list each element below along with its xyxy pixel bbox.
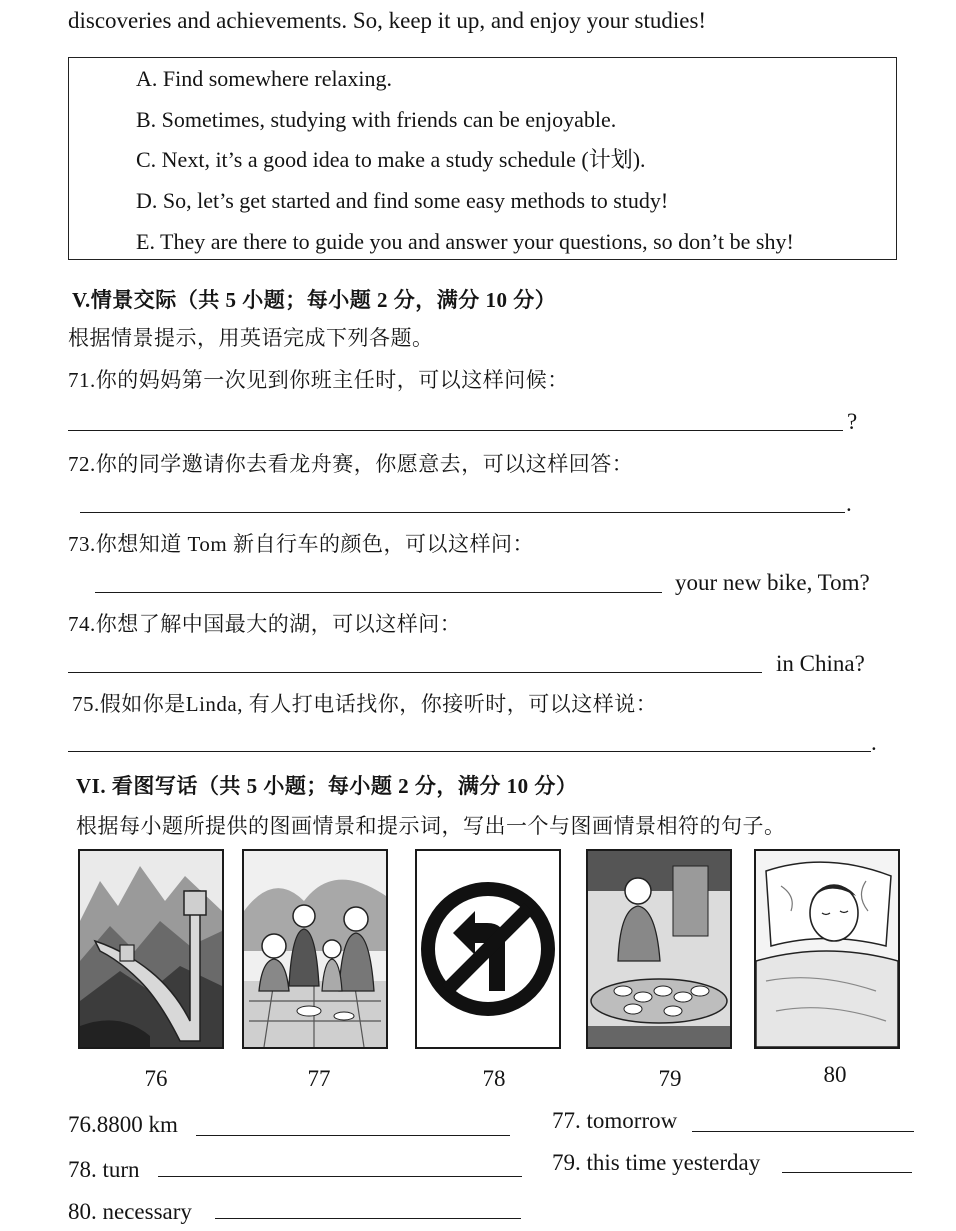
picture-great-wall: [78, 849, 224, 1049]
q71-end: ?: [847, 409, 858, 434]
section-5-instruction: 根据情景提示，用英语完成下列各题。: [68, 326, 434, 350]
section-6-instruction: 根据每小题所提供的图画情景和提示词，写出一个与图画情景相符的句子。: [76, 814, 786, 838]
q72-answer-line[interactable]: [80, 512, 845, 513]
option-e: E. They are there to guide you and answer your questions, so don’t be shy!: [136, 229, 794, 254]
q72-prompt: 72.你的同学邀请你去看龙舟赛，你愿意去，可以这样回答：: [68, 452, 634, 476]
passage-last-line: discoveries and achievements. So, keep it up, and enjoy your studies!: [68, 8, 707, 33]
q79-answer-line[interactable]: [782, 1172, 912, 1173]
q80-answer-line[interactable]: [215, 1218, 521, 1219]
q72-end: .: [846, 491, 852, 516]
q78-answer-line[interactable]: [158, 1176, 522, 1177]
q73-answer-line[interactable]: [95, 592, 662, 593]
q73-prompt: 73.你想知道 Tom 新自行车的颜色，可以这样问：: [68, 532, 534, 556]
picture-dumplings: [586, 849, 732, 1049]
picture-number-76: 76: [144, 1066, 168, 1091]
q77-hint: 77. tomorrow: [552, 1108, 678, 1133]
q80-hint: 80. necessary: [68, 1199, 192, 1224]
picture-number-79: 79: [658, 1066, 682, 1091]
q74-answer-line[interactable]: [68, 672, 762, 673]
q79-hint: 79. this time yesterday: [552, 1150, 761, 1175]
q77-answer-line[interactable]: [692, 1131, 914, 1132]
picture-sick-in-bed: [754, 849, 900, 1049]
q76-answer-line[interactable]: [196, 1135, 510, 1136]
q75-end: .: [871, 730, 877, 755]
options-box: [68, 57, 897, 260]
picture-number-77: 77: [307, 1066, 331, 1091]
picture-no-turn-sign: [415, 849, 561, 1049]
option-c: C. Next, it’s a good idea to make a study schedule (计划).: [136, 147, 646, 172]
q78-hint: 78. turn: [68, 1157, 140, 1182]
picture-picnic: [242, 849, 388, 1049]
section-5-title: V.情景交际（共 5 小题；每小题 2 分，满分 10 分）: [72, 288, 557, 312]
q71-answer-line[interactable]: [68, 430, 843, 431]
q76-hint: 76.8800 km: [68, 1112, 178, 1137]
q75-answer-line[interactable]: [68, 751, 871, 752]
section-6-title: VI. 看图写话（共 5 小题；每小题 2 分，满分 10 分）: [76, 774, 578, 798]
picture-number-78: 78: [482, 1066, 506, 1091]
option-b: B. Sometimes, studying with friends can be enjoyable.: [136, 107, 617, 132]
q74-prompt: 74.你想了解中国最大的湖，可以这样问：: [68, 612, 462, 636]
q73-end: your new bike, Tom?: [675, 570, 870, 595]
q74-end: in China?: [776, 651, 865, 676]
q75-prompt: 75.假如你是Linda, 有人打电话找你，你接听时，可以这样说：: [72, 692, 658, 716]
q71-prompt: 71.你的妈妈第一次见到你班主任时，可以这样问候：: [68, 368, 569, 392]
picture-number-80: 80: [823, 1062, 847, 1087]
option-a: A. Find somewhere relaxing.: [136, 66, 392, 91]
option-d: D. So, let’s get started and find some easy methods to study!: [136, 188, 669, 213]
